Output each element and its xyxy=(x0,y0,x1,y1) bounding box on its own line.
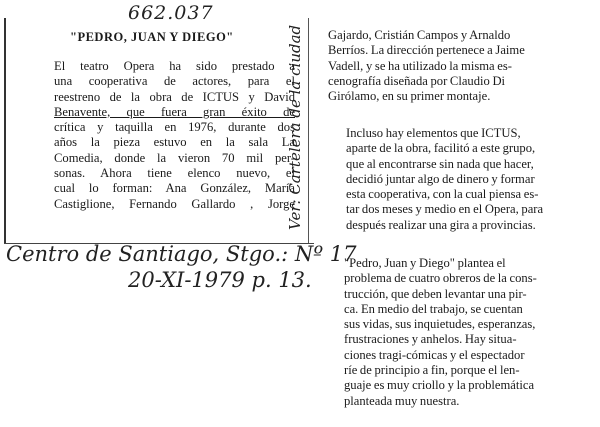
text-line: cual lo forman: Ana González, María xyxy=(54,181,295,196)
text-line: crítica y taquilla en 1976, durante dos xyxy=(54,120,295,135)
article-headline: "PEDRO, JUAN Y DIEGO" xyxy=(70,30,234,44)
text-line: Incluso hay elementos que ICTUS, xyxy=(346,126,521,140)
text-line: después realizar una gira a provincias. xyxy=(346,217,536,232)
article-column-right-top xyxy=(328,28,584,104)
text-line: cenografía diseñada por Claudio Di xyxy=(328,73,506,88)
text-line: Girólamo, en su primer montaje. xyxy=(328,89,491,104)
text-line: años la pieza estuvo en la sala La xyxy=(54,135,295,150)
text-line: aparte de la obra, facilitó a este grupo, xyxy=(346,141,536,156)
text-line: decidió juntar algo de dinero y formar xyxy=(346,171,535,186)
text-line: sus vidas, sus inquietudes, esperanzas, xyxy=(344,317,536,332)
text-line: reestreno de la obra de ICTUS y David xyxy=(54,89,295,104)
article-column-right-middle xyxy=(336,126,580,233)
date-page-handwritten: 20-XI-1979 p. 13. xyxy=(128,268,312,292)
text-line: planteada muy nuestra. xyxy=(344,393,460,408)
text-line: guaje es muy criollo y la problemática xyxy=(344,378,535,393)
vertical-handwritten-note: Ver: Cartelera de la ciudad xyxy=(286,24,304,230)
source-citation-handwritten: Centro de Santiago, Stgo.: Nº 17 xyxy=(6,242,357,266)
article-column-right-bottom xyxy=(326,256,578,409)
article-column-left xyxy=(54,59,295,212)
text-line: Castiglione, Fernando Gallardo , Jorge xyxy=(54,196,295,211)
text-line: Vadell, y se ha utilizado la misma es- xyxy=(328,58,512,73)
text-line: que al encontrarse sin nada que hacer, xyxy=(346,156,534,171)
text-line: ríe de principio a fin, porque el len- xyxy=(344,363,520,378)
text-line: Gajardo, Cristián Campos y Arnaldo xyxy=(328,28,511,42)
text-line: frustraciones y anhelos. Hay situa- xyxy=(344,332,517,347)
text-line: tar dos meses y medio en el Opera, para xyxy=(346,202,544,217)
text-line: ciones tragi-cómicas y el espectador xyxy=(344,347,525,362)
text-line: una cooperativa de actores, para el xyxy=(54,74,295,89)
text-line: problema de cuatro obreros de la cons- xyxy=(344,271,537,286)
text-line: Comedia, donde la vieron 70 mil per- xyxy=(54,150,295,165)
text-line: trucción, que deben levantar una pir- xyxy=(344,286,527,301)
text-line: esta cooperativa, con la cual piensa es- xyxy=(346,187,539,202)
text-line: Berríos. La dirección pertenece a Jaime xyxy=(328,43,525,58)
text-line: ca. En medio del trabajo, se cuentan xyxy=(344,301,523,316)
archive-code-handwritten: 662.037 xyxy=(128,2,214,24)
text-line: El teatro Opera ha sido prestado a xyxy=(54,59,295,73)
text-line: "Pedro, Juan y Diego" plantea el xyxy=(344,256,506,270)
text-line: sonas. Ahora tiene elenco nuevo, el xyxy=(54,166,295,181)
text-line: Benavente, que fuera gran éxito de xyxy=(54,104,295,119)
